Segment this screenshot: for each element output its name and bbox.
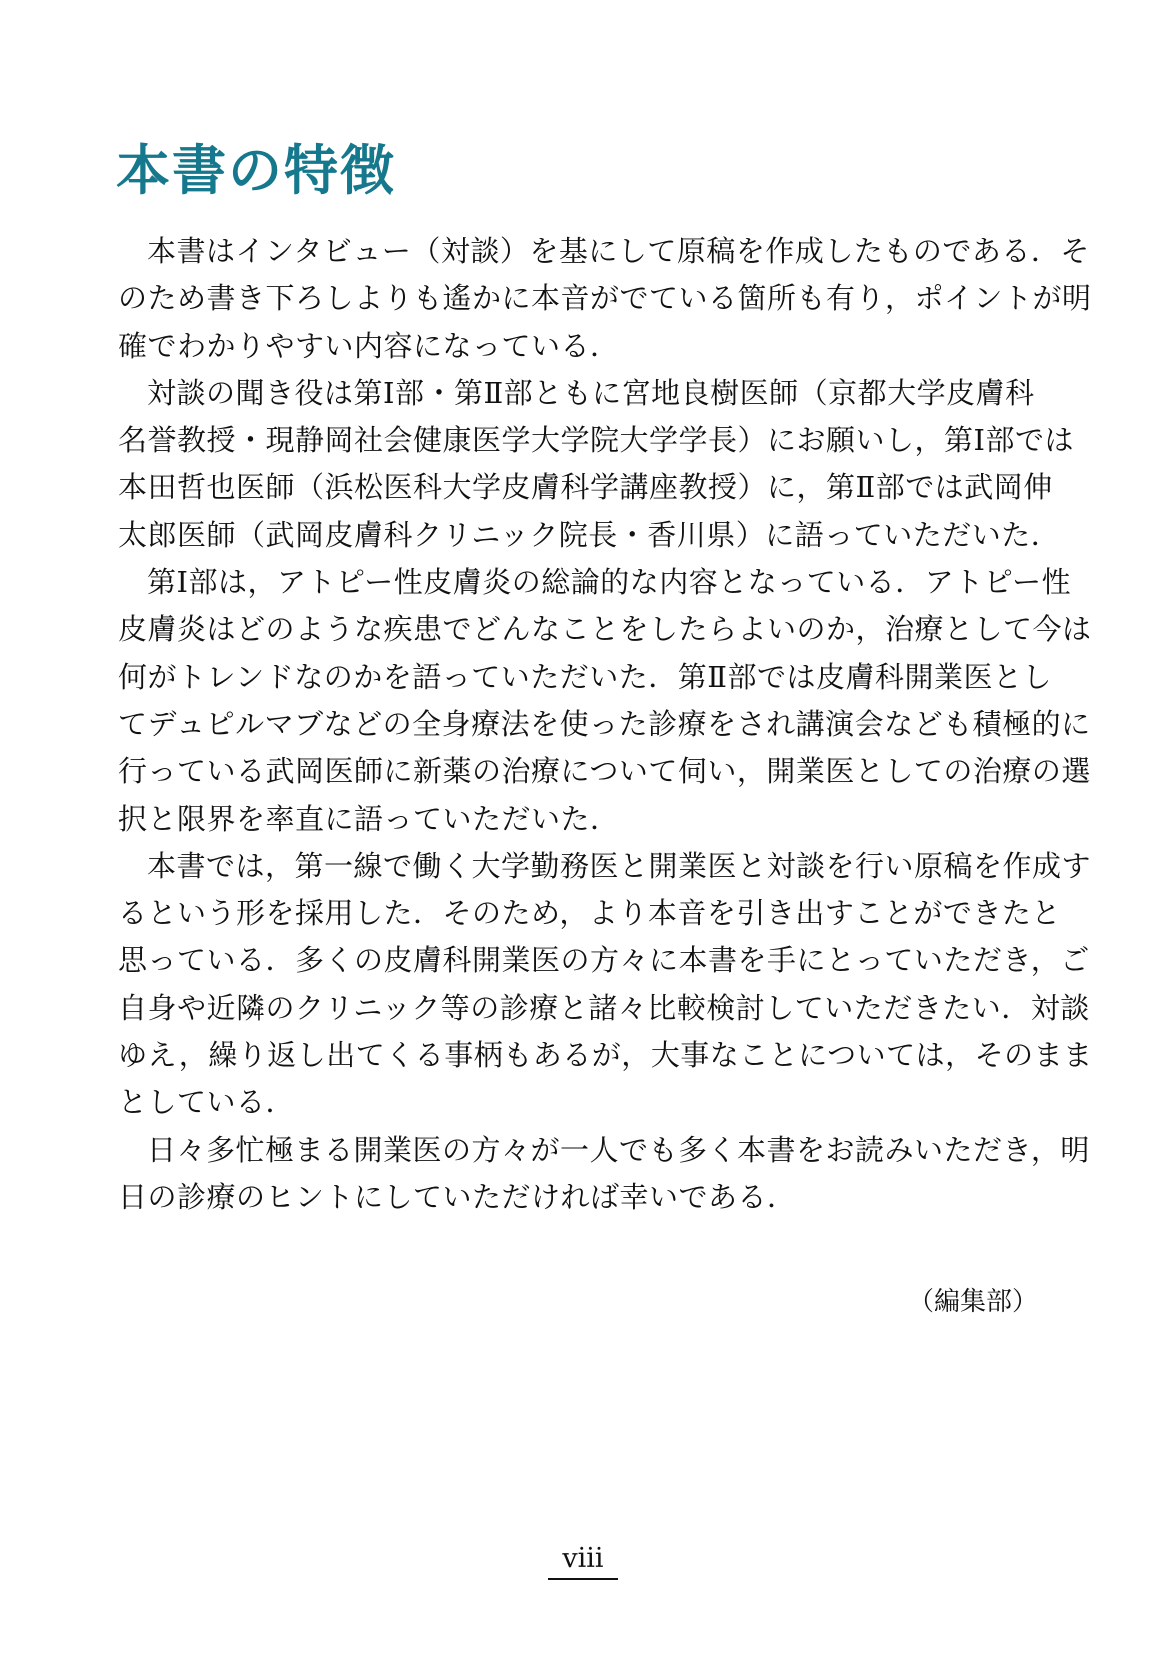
page-footer <box>0 1543 1166 1580</box>
text-line: 本田哲也医師（浜松医科大学皮膚科学講座教授）に，第Ⅱ部では武岡伸 <box>118 470 1053 505</box>
page-title: 本書の特徴 <box>116 139 396 203</box>
editorial-credit: （編集部） <box>907 1287 1038 1317</box>
text-line: としている． <box>118 1085 296 1120</box>
text-line: 太郎医師（武岡皮膚科クリニック院長・香川県）に語っていただいた． <box>118 517 1061 552</box>
text-line: 本書では，第一線で働く大学勤務医と開業医と対談を行い原稿を作成す <box>147 848 1092 883</box>
text-line: 行っている武岡医師に新薬の治療について伺い，開業医としての治療の選 <box>118 754 1091 789</box>
paragraph <box>118 228 1092 370</box>
text-line: 皮膚炎はどのような疾患でどんなことをしたらよいのか，治療として今は <box>118 612 1092 647</box>
paragraph <box>118 843 1093 1127</box>
text-line: ゆえ，繰り返し出てくる事柄もあるが，大事なことについては，そのまま <box>118 1038 1093 1073</box>
text-line: 日々多忙極まる開業医の方々が一人でも多く本書をお読みいただき，明 <box>147 1132 1090 1167</box>
text-line: 日の診療のヒントにしていただければ幸いである． <box>118 1179 797 1214</box>
paragraph <box>118 1127 1090 1222</box>
text-line: のため書き下ろしよりも遙かに本音がでている箇所も有り，ポイントが明 <box>118 281 1092 316</box>
text-line: 確でわかりやすい内容になっている． <box>118 328 620 363</box>
paragraph <box>118 559 1092 843</box>
text-line: 本書はインタビュー（対談）を基にして原稿を作成したものである．そ <box>147 234 1090 268</box>
body-text <box>118 228 1093 1221</box>
text-line: 名誉教授・現静岡社会健康医学大学院大学学長）にお願いし，第Ⅰ部では <box>118 423 1074 458</box>
text-line: 自身や近隣のクリニック等の診療と諸々比較検討していただきたい．対談 <box>118 990 1090 1025</box>
text-line: 第Ⅰ部は，アトピー性皮膚炎の総論的な内容となっている．アトピー性 <box>147 565 1072 600</box>
text-line: てデュピルマブなどの全身療法を使った診療をされ講演会なども積極的に <box>118 706 1091 741</box>
text-line: 択と限界を率直に語っていただいた． <box>118 801 620 836</box>
paragraph <box>118 370 1074 559</box>
page-number: viii <box>548 1543 617 1580</box>
text-line: るという形を採用した．そのため，より本音を引き出すことができたと <box>118 896 1061 931</box>
text-line: 思っている．多くの皮膚科開業医の方々に本書を手にとっていただき，ご <box>118 943 1090 978</box>
text-line: 対談の聞き役は第Ⅰ部・第Ⅱ部ともに宮地良樹医師（京都大学皮膚科 <box>147 375 1035 410</box>
text-line: 何がトレンドなのかを語っていただいた．第Ⅱ部では皮膚科開業医とし <box>118 659 1052 694</box>
